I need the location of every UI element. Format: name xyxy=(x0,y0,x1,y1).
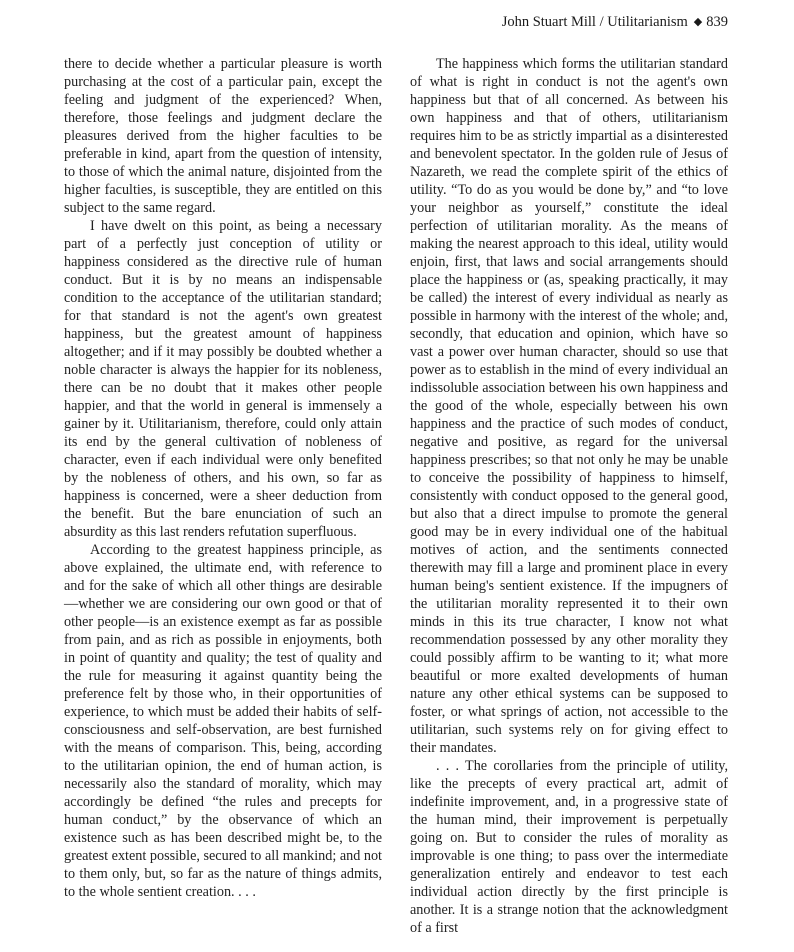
left-column xyxy=(64,55,382,901)
paragraph: The happiness which forms the utilitarian standard of what is right in conduct is not the agent's own happiness but that of all concerned. As between his own happiness and that of others, utilitarianism requires him to be as strictly impartial as a disinterested and benevolent spectator. In the golden rule of Jesus of Nazareth, we read the complete spirit of the ethics of utility. “To do as you would be done by,” and “to love your neighbor as yourself,” constitute the ideal perfection of utilitarian morality. As the means of making the nearest approach to this ideal, utility would enjoin, first, that laws and social arrangements should place the happiness or (as, speaking practically, it may be called) the interest of every individual as nearly as possible in harmony with the interest of the whole; and, secondly, that education and opinion, which have so vast a power over human character, should so use that power as to establish in the mind of every individual an indissoluble association between his own happiness and the good of the whole, especially between his own happiness and the practice of such modes of conduct, negative and positive, as regard for the universal happiness prescribes; so that not only he may be unable to conceive the possibility of happiness to himself, consistently with conduct opposed to the general good, but also that a direct impulse to promote the general good may be in every individual one of the habitual motives of action, and the sentiments connected therewith may fill a large and prominent place in every human being's sentient existence. If the impugners of the utilitarian morality represented it to their own minds in this its true character, I know not what recommendation possessed by any other morality they could possibly affirm to be wanting to it; what more beautiful or more exalted developments of human nature any other ethical systems can be supposed to foster, or what springs of action, not accessible to the utilitarian, such systems rely on for giving effect to their mandates. xyxy=(410,56,728,756)
paragraph-continued: there to decide whether a particular pleasure is worth purchasing at the cost of a particular pain, except the feeling and judgment of the experienced? When, therefore, those feelings and judgment declare the pleasures derived from the higher faculties to be preferable in kind, apart from the question of intensity, to those of which the animal nature, disjointed from the higher faculties, is susceptible, they are entitled on this subject to the same regard. xyxy=(64,56,382,216)
paragraph: I have dwelt on this point, as being a necessary part of a perfectly just conception of utility or happiness considered as the directive rule of human conduct. But it is by no means an indispensable condition to the acceptance of the utilitarian standard; for that standard is not the agent's own greatest happiness, but the greatest amount of happiness altogether; and if it may possibly be doubted whether a noble character is always the happier for its nobleness, there can be no doubt that it makes other people happier, and that the world in general is immensely a gainer by it. Utilitarianism, therefore, could only attain its end by the general cultivation of nobleness of character, even if each individual were only benefited by the nobleness of others, and his own, so far as happiness is concerned, were a sheer deduction from the benefit. But the bare enunciation of such an absurdity as this last renders refutation superfluous. xyxy=(64,218,382,540)
right-column xyxy=(410,55,728,937)
separator-diamond-icon: ◆ xyxy=(693,16,703,28)
page-number: 839 xyxy=(706,14,728,30)
paragraph: According to the greatest happiness principle, as above explained, the ultimate end, with reference to and for the sake of which all other things are desirable—whether we are considering our own good or that of other people—is an existence exempt as far as possible from pain, and as rich as possible in enjoyments, both in point of quantity and quality; the test of quality and the rule for measuring it against quantity being the preference felt by those who, in their opportunities of experience, to which must be added their habits of self-consciousness and self-observation, are best furnished with the means of comparison. This, being, according to the utilitarian opinion, the end of human action, is necessarily also the standard of morality, which may accordingly be defined “the rules and precepts for human conduct,” by the observance of which an existence such as has been described might be, to the greatest extent possible, secured to all mankind; and not to them only, but, so far as the nature of things admits, to the whole sentient creation. . . . xyxy=(64,542,382,900)
running-head xyxy=(502,14,728,31)
paragraph: . . . The corollaries from the principle of utility, like the precepts of every practical art, admit of indefinite improvement, and, in a progressive state of the human mind, their improvement is perpetually going on. But to consider the rules of morality as improvable is one thing; to pass over the intermediate generalization entirely and endeavor to test each individual action directly by the first principle is another. It is a strange notion that the acknowledgment of a first xyxy=(410,758,728,936)
running-head-title: John Stuart Mill / Utilitarianism xyxy=(501,14,688,30)
